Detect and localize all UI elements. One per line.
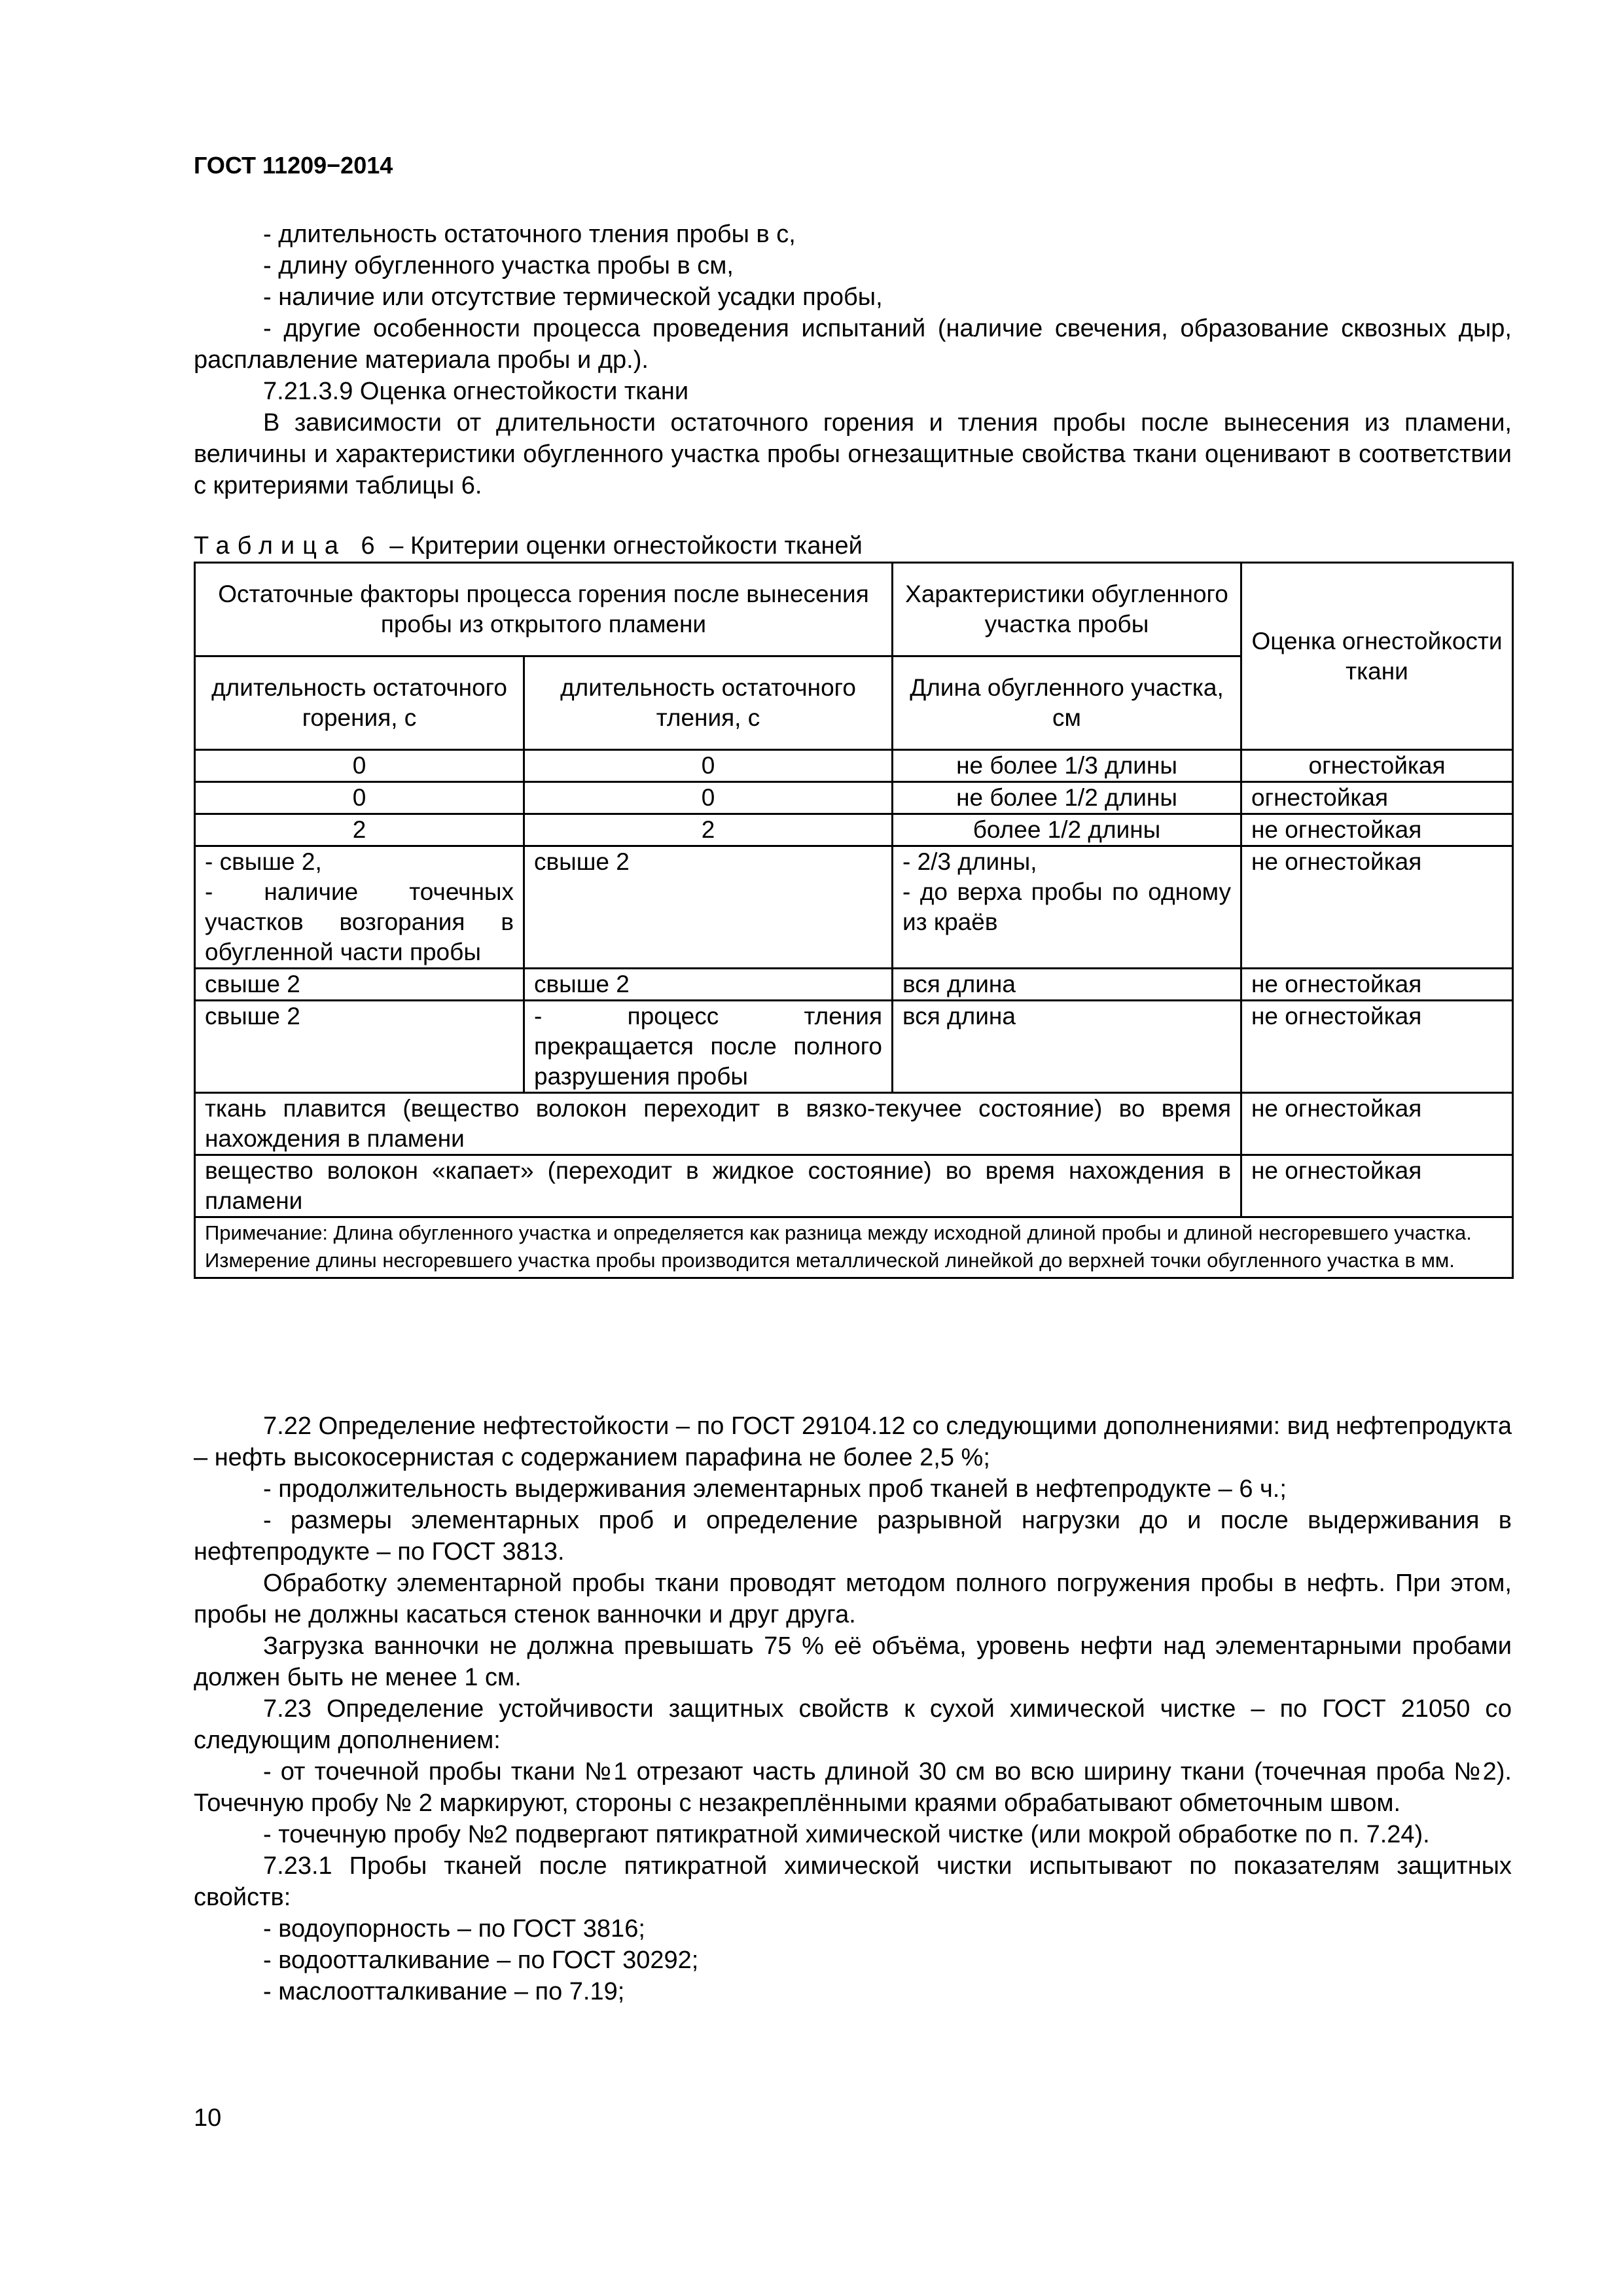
table-cell: не огнестойкая xyxy=(1241,1001,1513,1093)
table-caption xyxy=(194,531,863,560)
table-cell: огнестойкая xyxy=(1241,782,1513,814)
table-cell: не огнестойкая xyxy=(1241,846,1513,969)
table-row xyxy=(195,782,1513,814)
table-cell: вся длина xyxy=(893,1001,1241,1093)
page-number: 10 xyxy=(194,2104,222,2132)
table-row xyxy=(195,1155,1513,1217)
list-item: - водоотталкивание – по ГОСТ 30292; xyxy=(263,1946,699,1974)
list-item: - от точечной пробы ткани №1 отрезают часть длиной 30 см во всю ширину ткани (точечная проба №2). Точечную пробу № 2 маркируют, стороны с незакреплёнными краями обрабатывают обметочным швом. xyxy=(194,1758,1512,1817)
list-item: - длительность остаточного тления пробы в с, xyxy=(263,221,796,248)
table-cell: не более 1/3 длины xyxy=(893,750,1241,782)
intro-section xyxy=(194,219,1512,501)
section-text: В зависимости от длительности остаточного горения и тления пробы после вынесения из пламени, величины и характеристики обугленного участка пробы огнезащитные свойства ткани оценивают в соответствии с критериями таблицы 6. xyxy=(194,409,1512,499)
table-cell: - процесс тления прекращается после полного разрушения пробы xyxy=(524,1001,893,1093)
section-7-22: 7.22 Определение нефтестойкости – по ГОСТ 29104.12 со следующими дополнениями: вид нефтепродукта – нефть высокосернистая с содержанием парафина не более 2,5 %; xyxy=(194,1412,1512,1471)
table-note-row xyxy=(195,1217,1513,1278)
table-cell: вся длина xyxy=(893,969,1241,1001)
table-row xyxy=(195,1093,1513,1155)
table-cell: свыше 2 xyxy=(524,969,893,1001)
section-7-23-1: 7.23.1 Пробы тканей после пятикратной химической чистки испытывают по показателям защитных свойств: xyxy=(194,1852,1512,1911)
table-cell: 2 xyxy=(195,814,524,846)
table-cell: 0 xyxy=(524,782,893,814)
table-cell: 2 xyxy=(524,814,893,846)
table-cell: не огнестойкая xyxy=(1241,969,1513,1001)
list-item: - маслоотталкивание – по 7.19; xyxy=(263,1978,625,2005)
list-item: - длину обугленного участка пробы в см, xyxy=(263,252,734,279)
section-7-23: 7.23 Определение устойчивости защитных свойств к сухой химической чистке – по ГОСТ 21050 со следующим дополнением: xyxy=(194,1695,1512,1754)
paragraph: Обработку элементарной пробы ткани проводят методом полного погружения пробы в нефть. При этом, пробы не должны касаться стенок ванночки и друг друга. xyxy=(194,1570,1512,1628)
table-cell: не огнестойкая xyxy=(1241,1093,1513,1155)
table-cell: - свыше 2, - наличие точечных участков возгорания в обугленной части пробы xyxy=(195,846,524,969)
table-cell: не огнестойкая xyxy=(1241,1155,1513,1217)
list-item: - другие особенности процесса проведения испытаний (наличие свечения, образование сквозных дыр, расплавление материала пробы и др.). xyxy=(194,315,1512,374)
table-cell: более 1/2 длины xyxy=(893,814,1241,846)
table-cell: не огнестойкая xyxy=(1241,814,1513,846)
header-group-char: Характеристики обугленного участка пробы xyxy=(893,563,1241,656)
list-item: - размеры элементарных проб и определение разрывной нагрузки до и после выдерживания в нефтепродукте – по ГОСТ 3813. xyxy=(194,1507,1512,1566)
list-item: - наличие или отсутствие термической усадки пробы, xyxy=(263,283,883,311)
table-row xyxy=(195,814,1513,846)
header-smolder-time: длительность остаточного тления, с xyxy=(524,656,893,750)
table-cell: огнестойкая xyxy=(1241,750,1513,782)
header-rating: Оценка огнестойкости ткани xyxy=(1241,563,1513,750)
table-caption-label: Таблица 6 xyxy=(194,532,383,560)
list-item: - точечную пробу №2 подвергают пятикратной химической чистке (или мокрой обработке по п. 7.24). xyxy=(263,1821,1430,1848)
table-cell: свыше 2 xyxy=(524,846,893,969)
table-cell: свыше 2 xyxy=(195,1001,524,1093)
paragraph: Загрузка ванночки не должна превышать 75 % её объёма, уровень нефти над элементарными пробами должен быть не менее 1 см. xyxy=(194,1632,1512,1691)
criteria-table xyxy=(194,562,1514,1279)
table-cell: - 2/3 длины, - до верха пробы по одному из краёв xyxy=(893,846,1241,969)
table-note xyxy=(195,1217,1513,1278)
table-cell: 0 xyxy=(195,750,524,782)
table-row xyxy=(195,750,1513,782)
table-row xyxy=(195,1001,1513,1093)
main-section xyxy=(194,1410,1512,2007)
table-cell: ткань плавится (вещество волокон переходит в вязко-текучее состояние) во время нахождения в пламени xyxy=(195,1093,1241,1155)
table-header-row xyxy=(195,563,1513,656)
header-group-residual: Остаточные факторы процесса горения после вынесения пробы из открытого пламени xyxy=(195,563,893,656)
table-note-line: Измерение длины несгоревшего участка пробы производится металлической линейкой до верхней точки обугленного участка в мм. xyxy=(205,1249,1455,1272)
table-row xyxy=(195,969,1513,1001)
table-caption-text: – Критерии оценки огнестойкости тканей xyxy=(389,532,863,560)
header-char-length: Длина обугленного участка, см xyxy=(893,656,1241,750)
table-cell: вещество волокон «капает» (переходит в жидкое состояние) во время нахождения в пламени xyxy=(195,1155,1241,1217)
table-row xyxy=(195,846,1513,969)
list-item: - продолжительность выдерживания элементарных проб тканей в нефтепродукте – 6 ч.; xyxy=(263,1475,1287,1503)
table-note-line: Примечание: Длина обугленного участка и определяется как разница между исходной длиной пробы и длиной несгоревшего участка. xyxy=(205,1221,1472,1244)
table-cell: свыше 2 xyxy=(195,969,524,1001)
list-item: - водоупорность – по ГОСТ 3816; xyxy=(263,1915,645,1943)
table-cell: 0 xyxy=(524,750,893,782)
header-burn-time: длительность остаточного горения, с xyxy=(195,656,524,750)
document-code: ГОСТ 11209−2014 xyxy=(194,152,393,179)
section-title: 7.21.3.9 Оценка огнестойкости ткани xyxy=(263,378,689,405)
table-cell: не более 1/2 длины xyxy=(893,782,1241,814)
table-cell: 0 xyxy=(195,782,524,814)
